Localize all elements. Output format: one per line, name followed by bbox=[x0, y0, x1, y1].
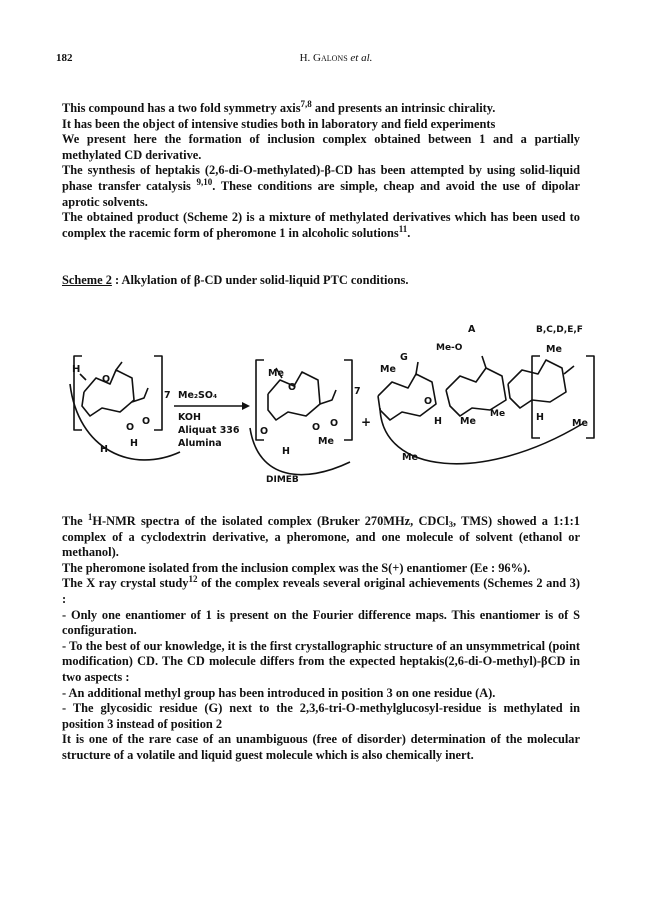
plus-sign: + bbox=[361, 415, 372, 429]
reagent-koh: KOH bbox=[178, 412, 201, 423]
h-label: H bbox=[130, 438, 138, 449]
scheme-2-figure bbox=[62, 312, 602, 490]
body-paragraph-nmr: The $^1$H-NMR spectra of the isolated complex (Bruker 270MHz, CDCl$_3$, TMS) showed a 1:1:1 complex of a cyclodextrin derivative, a pheromone, and one molecule of solvent (ethanol or methanol). bbox=[62, 512, 580, 560]
me-label: Me bbox=[318, 436, 334, 447]
header-author: H. Galons bbox=[299, 52, 348, 64]
o-label: O bbox=[102, 374, 111, 385]
header-etal: et al. bbox=[350, 52, 373, 64]
intro-sentence-2: It has been the object of intensive studies both in laboratory and field experiments bbox=[62, 116, 496, 131]
o-label: O bbox=[288, 382, 297, 393]
body-paragraph-enantiomer: The pheromone isolated from the inclusion complex was the S(+) enantiomer (Ee : 96%). bbox=[62, 560, 531, 575]
body-bullet-1: - Only one enantiomer of 1 is present on the Fourier difference maps. This enantiomer is of S configuration. bbox=[62, 607, 580, 638]
h-label: H bbox=[282, 446, 290, 457]
scheme-caption-text: : Alkylation of β-CD under solid-liquid PTC conditions. bbox=[111, 273, 409, 287]
me-label: Me bbox=[380, 364, 396, 375]
o-label: O bbox=[142, 416, 151, 427]
h-label: H bbox=[434, 416, 442, 427]
me-label: Me bbox=[490, 409, 506, 419]
repeat-count: 7 bbox=[354, 386, 361, 397]
o-label: O bbox=[260, 426, 269, 437]
running-header bbox=[0, 52, 672, 64]
reagent-methyl-sulfate: Me₂SO₄ bbox=[178, 390, 218, 401]
body-paragraph-xray: The X ray crystal study$^{12}$ of the complex reveals several original achievements (Schemes 2 and 3) : bbox=[62, 574, 580, 606]
page-number: 182 bbox=[56, 52, 73, 64]
scheme-caption bbox=[62, 273, 408, 288]
body-bullet-4: - The glycosidic residue (G) next to the 2,3,6-tri-O-methylglucosyl-residue is methylated in position 3 instead of position 2 bbox=[62, 701, 580, 731]
me-label: Me bbox=[572, 418, 588, 429]
scheme-label: Scheme 2 bbox=[62, 273, 112, 287]
residue-a-label: A bbox=[468, 324, 476, 335]
o-label: O bbox=[126, 422, 135, 433]
body-paragraph-conclusion: It is one of the rare case of an unambiguous (free of disorder) determination of the molecular structure of a volatile and liquid guest molecule which is also chemically inert. bbox=[62, 732, 580, 762]
body-text bbox=[62, 514, 580, 764]
residue-g-label: G bbox=[400, 352, 408, 363]
intro-sentence-3: We present here the formation of inclusion complex obtained between 1 and a partially methylated CD derivative. bbox=[62, 132, 580, 162]
intro-text bbox=[62, 101, 580, 241]
me-label: Me bbox=[268, 368, 284, 379]
h-label: H bbox=[536, 412, 544, 423]
o-label: O bbox=[424, 396, 433, 407]
repeat-count: 7 bbox=[164, 390, 171, 401]
reagent-aliquat: Aliquat 336 bbox=[178, 425, 240, 436]
me-label: Me bbox=[546, 344, 562, 355]
me-label: Me bbox=[460, 416, 476, 427]
body-bullet-3: - An additional methyl group has been introduced in position 3 on one residue (A). bbox=[62, 685, 496, 700]
intro-sentence-1: This compound has a two fold symmetry axis$^{7,8}$ and presents an intrinsic chirality. bbox=[62, 99, 496, 115]
dimeb-label: DIMEB bbox=[266, 475, 299, 485]
body-bullet-2: - To the best of our knowledge, it is the first crystallographic structure of an unsymmetrical (point modification) CD. The CD molecule differs from the expected heptakis(2,6-di-O-methyl)-βCD in two aspects : bbox=[62, 638, 580, 684]
intro-sentence-5: The obtained product (Scheme 2) is a mixture of methylated derivatives which has been used to complex the racemic form of pheromone 1 in alcoholic solutions$^{11}$. bbox=[62, 210, 580, 240]
o-label: O bbox=[312, 422, 321, 433]
residues-bf-label: B,C,D,E,F bbox=[536, 325, 583, 335]
methoxy-label: Me-O bbox=[436, 343, 463, 353]
h-label: H bbox=[72, 364, 81, 375]
intro-sentence-4: The synthesis of heptakis (2,6-di-O-methylated)-β-CD has been attempted by using solid-liquid phase transfer catalysis $^{9,10}$. These conditions are simple, cheap and avoid the use of dipolar aprotic solvents. bbox=[62, 163, 580, 209]
o-label: O bbox=[330, 418, 339, 429]
reagent-alumina: Alumina bbox=[178, 438, 222, 449]
me-label: Me bbox=[402, 452, 418, 463]
h-label: H bbox=[100, 444, 108, 455]
